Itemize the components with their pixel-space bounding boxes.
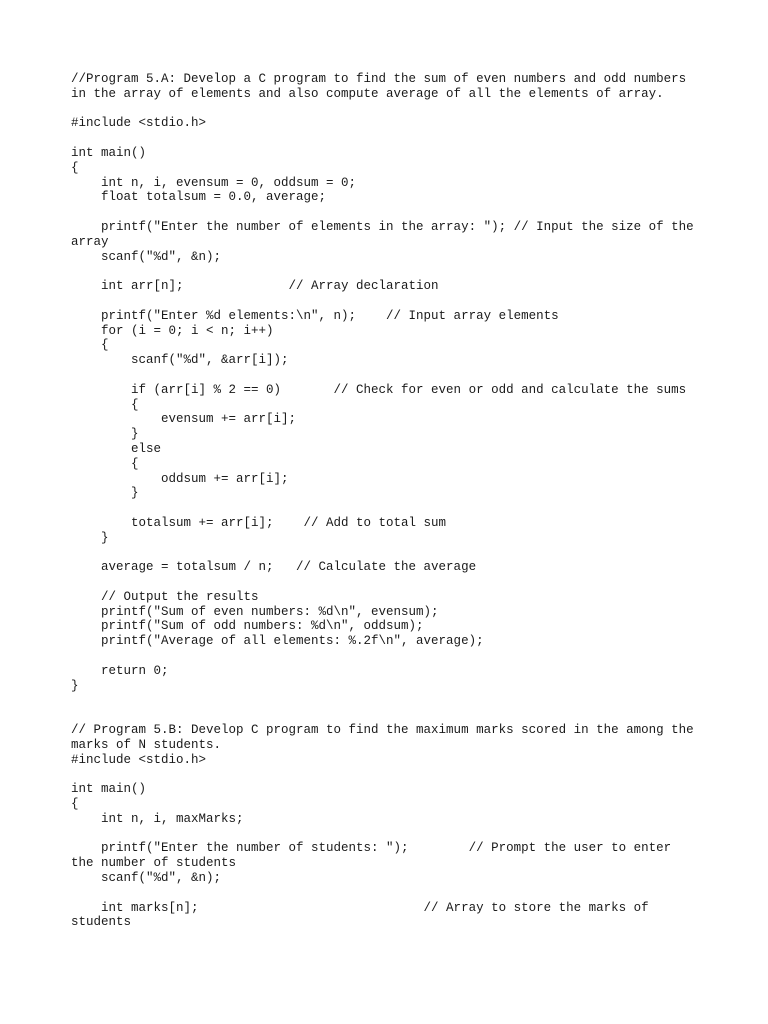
code-line: scanf("%d", &n);	[71, 249, 222, 264]
code-line: int n, i, evensum = 0, oddsum = 0;	[71, 175, 357, 190]
code-line: array	[71, 234, 109, 249]
code-line: return 0;	[71, 663, 169, 678]
code-line: // Program 5.B: Develop C program to find the maximum marks scored in the among the	[71, 723, 694, 738]
code-line: scanf("%d", &n);	[71, 871, 222, 886]
code-line: }	[71, 530, 109, 545]
code-line: int main()	[71, 145, 147, 160]
code-line: the number of students	[71, 856, 237, 871]
code-line: if (arr[i] % 2 == 0) // Check for even or odd and calculate the sums	[71, 382, 687, 397]
code-block	[71, 72, 711, 930]
code-line: for (i = 0; i < n; i++)	[71, 323, 274, 338]
code-line	[71, 546, 711, 561]
code-line	[71, 575, 711, 590]
code-line: else	[71, 441, 162, 456]
code-line: int main()	[71, 782, 147, 797]
code-line: int n, i, maxMarks;	[71, 811, 244, 826]
code-line	[71, 767, 711, 782]
code-line: average = totalsum / n; // Calculate the average	[71, 560, 477, 575]
code-line	[71, 708, 711, 723]
code-line	[71, 205, 711, 220]
code-line	[71, 649, 711, 664]
code-line: printf("Enter the number of students: "); // Prompt the user to enter	[71, 841, 672, 856]
code-line	[71, 264, 711, 279]
code-line: }	[71, 486, 139, 501]
code-line: int arr[n]; // Array declaration	[71, 279, 439, 294]
code-line: printf("Sum of odd numbers: %d\n", oddsum);	[71, 619, 424, 634]
code-line	[71, 827, 711, 842]
code-line: oddsum += arr[i];	[71, 471, 289, 486]
code-line: scanf("%d", &arr[i]);	[71, 353, 289, 368]
code-line: students	[71, 915, 132, 930]
code-line: in the array of elements and also compute average of all the elements of array.	[71, 86, 664, 101]
code-line: totalsum += arr[i]; // Add to total sum	[71, 515, 447, 530]
code-line: {	[71, 397, 139, 412]
code-line	[71, 102, 711, 117]
code-line: {	[71, 456, 139, 471]
code-line	[71, 294, 711, 309]
code-line: {	[71, 797, 79, 812]
code-line: {	[71, 338, 109, 353]
code-line: {	[71, 160, 79, 175]
code-line: // Output the results	[71, 589, 259, 604]
code-line: //Program 5.A: Develop a C program to find the sum of even numbers and odd numbers	[71, 72, 687, 86]
code-line: printf("Sum of even numbers: %d\n", evensum);	[71, 604, 439, 619]
code-line	[71, 368, 711, 383]
code-line: printf("Average of all elements: %.2f\n", average);	[71, 634, 484, 649]
code-line: marks of N students.	[71, 737, 222, 752]
code-line: evensum += arr[i];	[71, 412, 297, 427]
code-line: float totalsum = 0.0, average;	[71, 190, 327, 205]
code-line: #include <stdio.h>	[71, 752, 207, 767]
code-line: int marks[n]; // Array to store the marks of	[71, 900, 649, 915]
code-line	[71, 501, 711, 516]
code-line: #include <stdio.h>	[71, 116, 207, 131]
code-line: printf("Enter the number of elements in the array: "); // Input the size of the	[71, 219, 694, 234]
code-line: }	[71, 678, 79, 693]
code-line	[71, 693, 711, 708]
code-line	[71, 886, 711, 901]
code-line	[71, 131, 711, 146]
code-line: printf("Enter %d elements:\n", n); // Input array elements	[71, 308, 559, 323]
code-line: }	[71, 427, 139, 442]
